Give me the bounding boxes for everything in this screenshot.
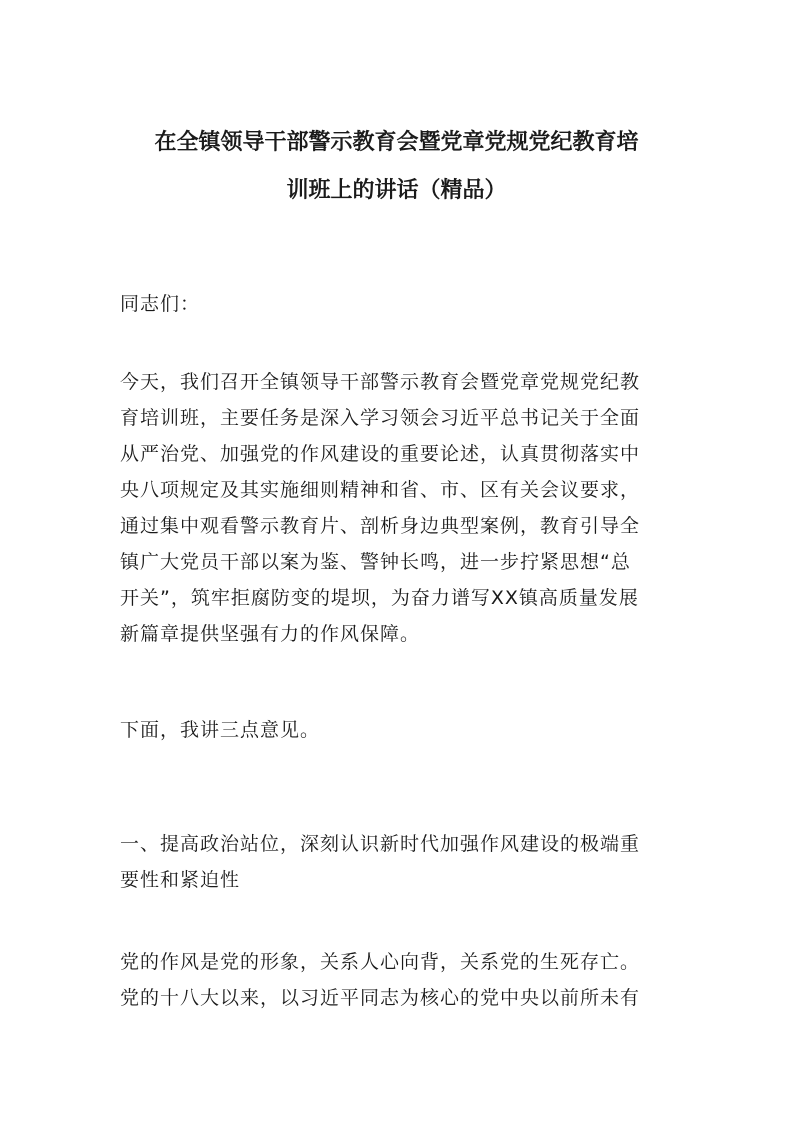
document-title-line-2: 训班上的讲话（精品）: [286, 178, 507, 203]
intro-paragraph: [120, 364, 680, 652]
salutation: [120, 286, 680, 322]
intro-line: 新篇章提供坚强有力的作风保障。: [120, 623, 421, 645]
section-1-heading-line: 一、提高政治站位，深刻认识新时代加强作风建设的极端重: [120, 833, 641, 855]
intro-line: 开关”，筑牢拒腐防变的堤坝，为奋力谱写XX镇高质量发展: [120, 587, 639, 609]
intro-line: 今天，我们召开全镇领导干部警示教育会暨党章党规党纪教: [120, 371, 641, 393]
section-1-heading: [120, 826, 680, 898]
section-1-heading-line: 要性和紧迫性: [120, 869, 241, 891]
intro-line: 镇广大党员干部以案为鉴、警钟长鸣，进一步拧紧思想“总: [120, 551, 631, 573]
transition-paragraph: [120, 712, 680, 748]
transition-text: 下面，我讲三点意见。: [120, 719, 321, 741]
intro-line: 央八项规定及其实施细则精神和省、市、区有关会议要求，: [120, 479, 641, 501]
salutation-text: 同志们：: [120, 293, 201, 315]
intro-line: 从严治党、加强党的作风建设的重要论述，认真贯彻落实中: [120, 443, 641, 465]
intro-line: 通过集中观看警示教育片、剖析身边典型案例，教育引导全: [120, 515, 641, 537]
document-title-line-1: 在全镇领导干部警示教育会暨党章党规党纪教育培: [154, 130, 639, 155]
section-1-body: [120, 944, 680, 1016]
section-1-body-line: 党的十八大以来，以习近平同志为核心的党中央以前所未有: [120, 987, 641, 1009]
intro-line: 育培训班，主要任务是深入学习领会习近平总书记关于全面: [120, 407, 641, 429]
section-1-body-line: 党的作风是党的形象，关系人心向背，关系党的生死存亡。: [120, 951, 641, 973]
